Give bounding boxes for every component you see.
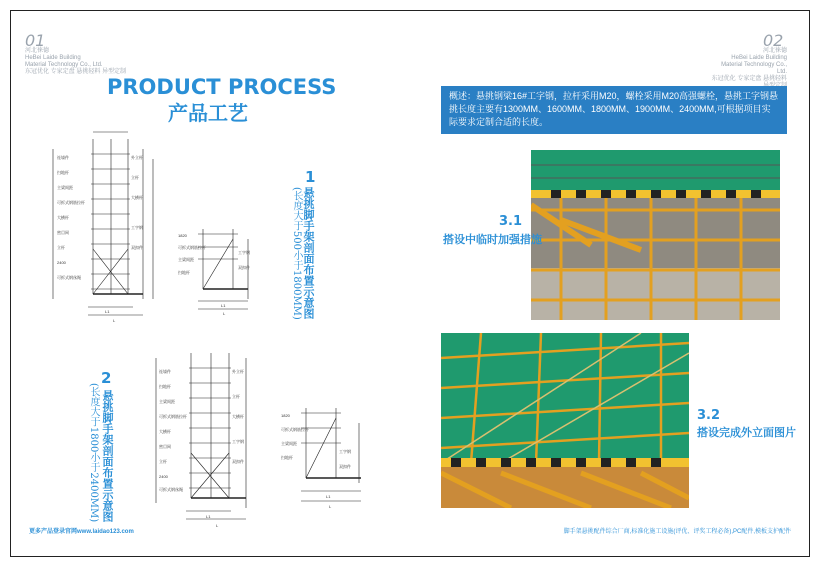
svg-text:工字钢: 工字钢 — [232, 439, 244, 444]
brand-name: 河北徕德 — [25, 48, 50, 54]
svg-text:L1: L1 — [326, 494, 331, 499]
svg-text:可拆式钢筋拉杆: 可拆式钢筋拉杆 — [159, 414, 187, 419]
svg-text:立杆: 立杆 — [232, 394, 240, 399]
svg-text:可拆式钢筋拉杆: 可拆式钢筋拉杆 — [178, 245, 206, 250]
svg-text:主梁间距: 主梁间距 — [281, 441, 297, 446]
svg-text:双扣件: 双扣件 — [238, 265, 250, 270]
title-english: PRODUCT PROCESS — [107, 75, 337, 99]
photo-finished-facade — [441, 333, 689, 508]
svg-text:扫地杆: 扫地杆 — [281, 455, 293, 460]
page-number-left: 01 — [25, 31, 46, 50]
diagram-1-title: 悬挑脚手架剖面布置示意图 — [302, 187, 315, 319]
svg-text:大横杆: 大横杆 — [57, 215, 69, 220]
svg-text:可拆式钢丝绳: 可拆式钢丝绳 — [159, 487, 183, 492]
svg-text:可拆式钢筋拉杆: 可拆式钢筋拉杆 — [57, 200, 85, 205]
svg-text:L: L — [113, 318, 116, 323]
svg-text:可拆式钢筋拉杆: 可拆式钢筋拉杆 — [281, 427, 309, 432]
svg-text:扫地杆: 扫地杆 — [159, 384, 171, 389]
scaffold-section-diagram-2 — [131, 343, 371, 533]
svg-text:工字钢: 工字钢 — [238, 250, 250, 255]
brand-english-2: Material Technology Co., Ltd. — [721, 62, 787, 75]
svg-text:L: L — [329, 504, 332, 509]
svg-text:外立杆: 外立杆 — [131, 155, 143, 160]
brand-slogan: 东冠优化 专家定盘 悬挑轻料 异型定制 — [25, 69, 127, 75]
brand-slogan: 东冠优化 专家定盘 悬挑轻料 — [711, 76, 787, 82]
diagram-1-number: 1 — [305, 168, 316, 186]
photo-2-caption: 搭设完成外立面图片 — [697, 426, 796, 439]
svg-text:L1: L1 — [206, 514, 211, 519]
svg-text:立杆: 立杆 — [57, 245, 65, 250]
photo-1-number: 3.1 — [499, 214, 523, 229]
svg-text:双扣件: 双扣件 — [339, 464, 351, 469]
svg-text:主梁间距: 主梁间距 — [159, 399, 175, 404]
brand-left — [25, 48, 126, 76]
svg-text:连墙件: 连墙件 — [159, 369, 171, 374]
scaffold-section-diagram-1 — [33, 129, 283, 324]
svg-text:大横杆: 大横杆 — [232, 414, 244, 419]
svg-text:扫地杆: 扫地杆 — [178, 270, 190, 275]
svg-text:L1: L1 — [105, 309, 110, 314]
svg-text:1820: 1820 — [178, 233, 187, 238]
svg-text:双扣件: 双扣件 — [131, 245, 143, 250]
svg-text:L: L — [216, 523, 219, 528]
photo-2-number: 3.2 — [697, 408, 721, 423]
svg-text:工字钢: 工字钢 — [131, 225, 143, 230]
svg-text:立杆: 立杆 — [159, 459, 167, 464]
svg-text:双扣件: 双扣件 — [232, 459, 244, 464]
page-number-right: 02 — [763, 31, 784, 50]
svg-text:立杆: 立杆 — [131, 175, 139, 180]
diagram-2-title: 悬挑脚手架剖面布置示意图 — [101, 390, 114, 522]
overview-box: 概述：悬挑钢梁16#工字钢，拉杆采用M20，螺栓采用M20高强螺栓，悬挑工字钢悬挑长度主要有1300MM、1600MM、1800MM、1900MM、2400MM,可根据项目实际要求定制合适的长度。 — [441, 86, 787, 134]
svg-text:密目网: 密目网 — [159, 444, 171, 449]
svg-text:可拆式钢丝绳: 可拆式钢丝绳 — [57, 275, 81, 280]
svg-text:连墙件: 连墙件 — [57, 155, 69, 160]
brand-name: 河北徕德 — [762, 48, 787, 54]
svg-text:外立杆: 外立杆 — [232, 369, 244, 374]
footer-website: 更多产品登录官网www.laidao123.com — [29, 529, 134, 535]
svg-text:大横杆: 大横杆 — [131, 195, 143, 200]
svg-text:大横杆: 大横杆 — [159, 429, 171, 434]
svg-text:2400: 2400 — [159, 474, 168, 479]
svg-text:扫地杆: 扫地杆 — [57, 170, 69, 175]
diagram-2-subtitle: (长度大于1800小于2400MM) — [88, 383, 99, 523]
svg-text:L: L — [223, 311, 226, 316]
diagram-2-number: 2 — [101, 369, 112, 387]
svg-text:1820: 1820 — [281, 413, 290, 418]
brand-english-2: Material Technology Co., Ltd. — [25, 62, 103, 68]
diagram-1-subtitle: (长度大于500小于1800MM) — [291, 187, 302, 320]
photo-temporary-reinforcement — [531, 150, 780, 320]
brochure-spread — [10, 10, 810, 557]
footer-products: 脚手架悬挑配件综合厂商,标准化施工设施(评优、评奖工程必备),PC配件,模板支护配件 — [563, 529, 791, 535]
svg-text:工字钢: 工字钢 — [339, 449, 351, 454]
svg-text:L1: L1 — [221, 303, 226, 308]
svg-text:密目网: 密目网 — [57, 230, 69, 235]
svg-text:主梁间距: 主梁间距 — [57, 185, 73, 190]
svg-text:2400: 2400 — [57, 260, 66, 265]
brand-english: HeBei Laide Building — [25, 55, 81, 61]
svg-text:主梁间距: 主梁间距 — [178, 257, 194, 262]
brand-right — [711, 48, 787, 90]
photo-1-caption: 搭设中临时加强措施 — [443, 233, 542, 246]
brand-english: HeBei Laide Building — [731, 55, 787, 61]
title-chinese: 产品工艺 — [168, 101, 248, 125]
